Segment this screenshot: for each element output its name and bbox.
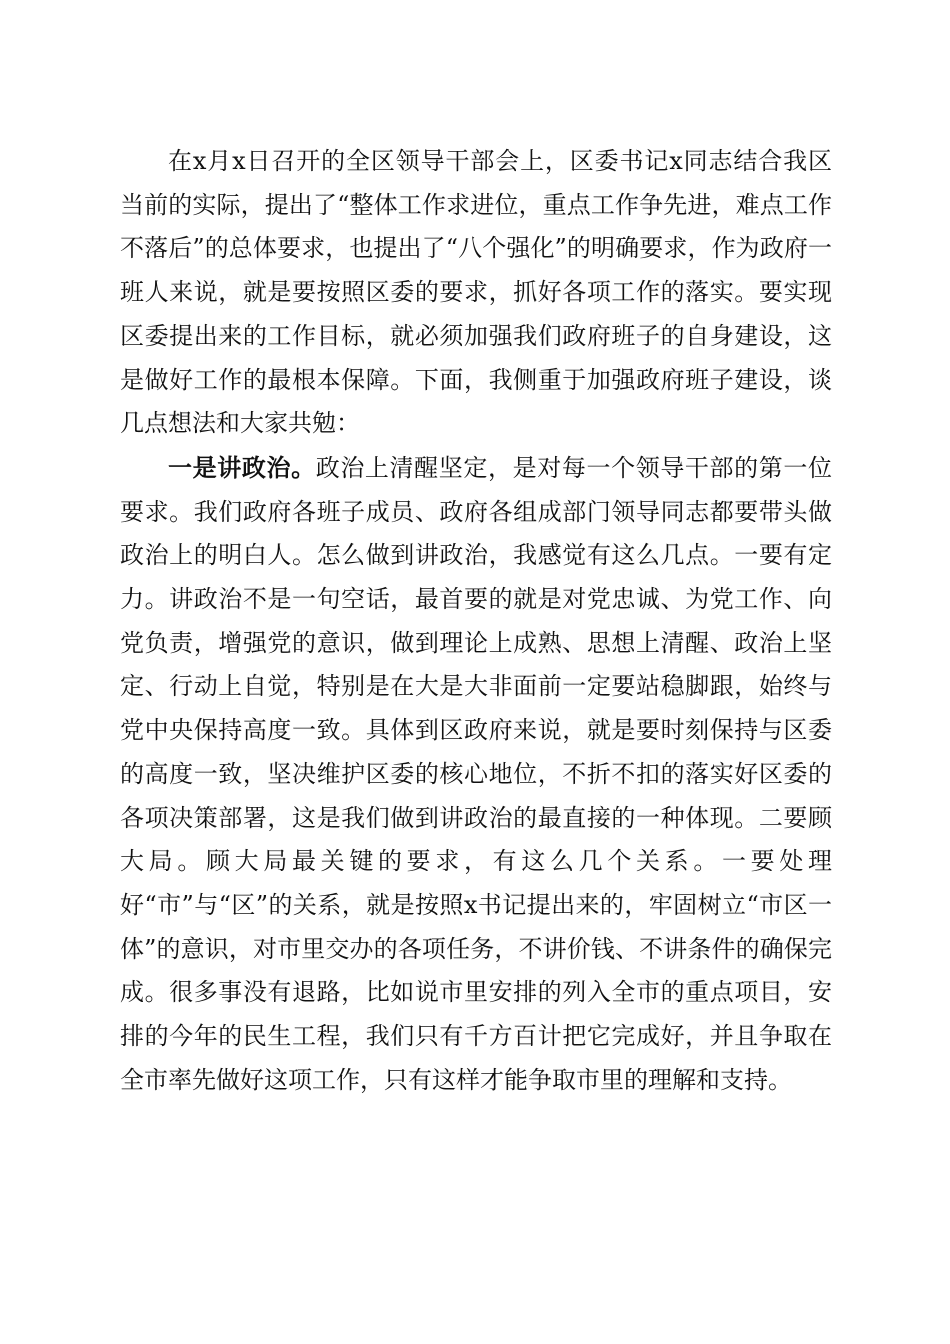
paragraph-intro: 在x月x日召开的全区领导干部会上，区委书记x同志结合我区当前的实际，提出了“整体工作求进位，重点工作争先进，难点工作不落后”的总体要求，也提出了“八个强化”的明确要求，作为政府一班人来说，就是要按照区委的要求，抓好各项工作的落实。要实现区委提出来的工作目标，就必须加强我们政府班子的自身建设，这是做好工作的最根本保障。下面，我侧重于加强政府班子建设，谈几点想法和大家共勉：: [120, 147, 832, 438]
paragraph-politics: [120, 446, 832, 1103]
paragraph-lead-heading: 一是讲政治。: [168, 452, 316, 482]
document-body: [120, 140, 832, 1102]
paragraph-politics-body: 政治上清醒坚定，是对每一个领导干部的第一位要求。我们政府各班子成员、政府各组成部门领导同志都要带头做政治上的明白人。怎么做到讲政治，我感觉有这么几点。一要有定力。讲政治不是一句空话，最首要的就是对党忠诚、为党工作、向党负责，增强党的意识，做到理论上成熟、思想上清醒、政治上坚定、行动上自觉，特别是在大是大非面前一定要站稳脚跟，始终与党中央保持高度一致。具体到区政府来说，就是要时刻保持与区委的高度一致，坚决维护区委的核心地位，不折不扣的落实好区委的各项决策部署，这是我们做到讲政治的最直接的一种体现。二要顾大局。顾大局最关键的要求，有这么几个关系。一要处理好“市”与“区”的关系，就是按照x书记提出来的，牢固树立“市区一体”的意识，对市里交办的各项任务，不讲价钱、不讲条件的确保完成。很多事没有退路，比如说市里安排的列入全市的重点项目，安排的今年的民生工程，我们只有千方百计把它完成好，并且争取在全市率先做好这项工作，只有这样才能争取市里的理解和支持。: [120, 453, 833, 1094]
